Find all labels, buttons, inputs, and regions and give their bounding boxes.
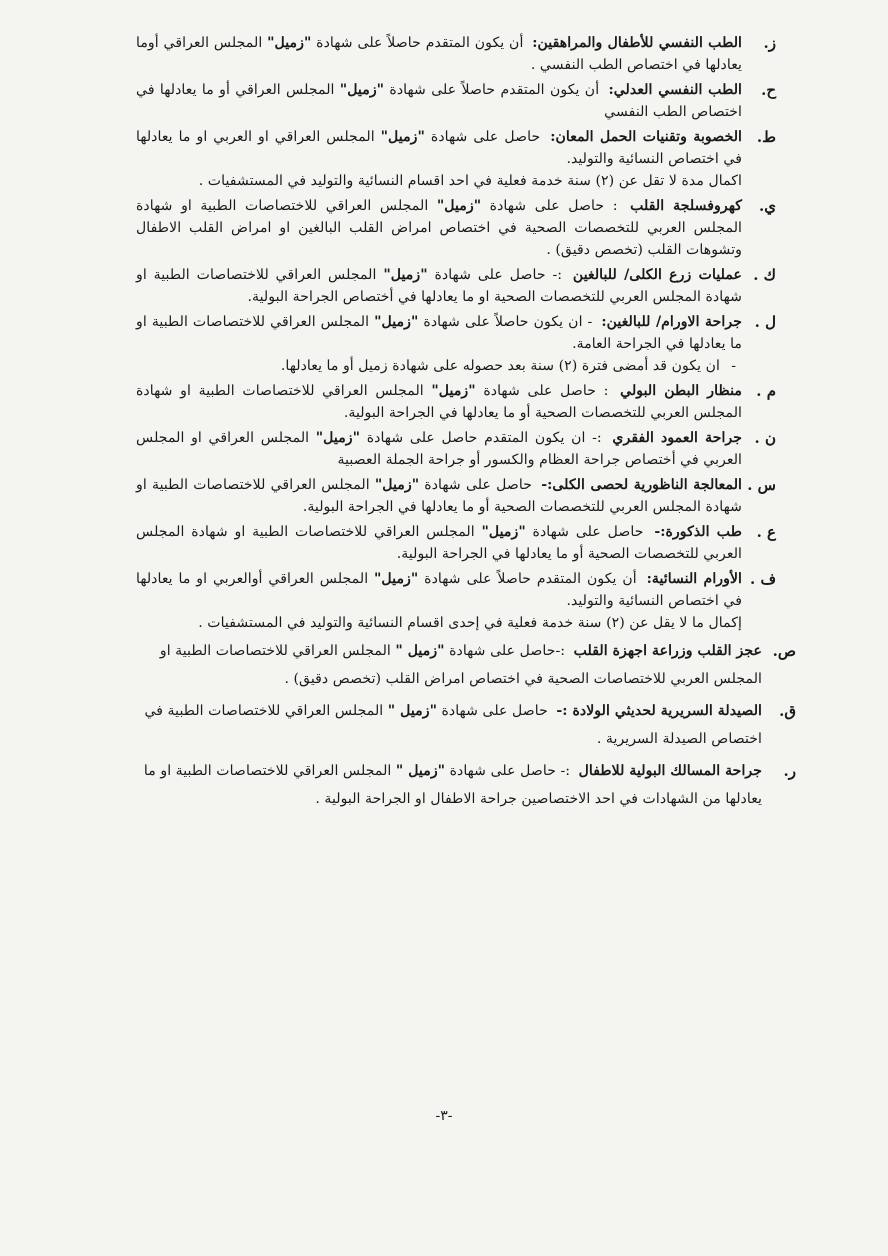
list-item <box>136 697 796 753</box>
list-item <box>136 32 776 76</box>
list-item <box>136 474 776 518</box>
item-body <box>136 427 742 471</box>
item-zameel: "زميل " <box>387 703 437 719</box>
item-body <box>136 126 742 192</box>
item-body <box>136 264 742 308</box>
item-subtext: اكمال مدة لا تقل عن (٢) سنة خدمة فعلية في احد اقسام النسائية والتوليد في المستشفيات . <box>198 173 742 189</box>
list-item <box>136 79 776 123</box>
item-title: الأورام النسائية: <box>646 571 742 587</box>
item-zameel: "زميل" <box>481 524 526 540</box>
item-title: طب الذكورة:- <box>654 524 743 540</box>
item-zameel: "زميل" <box>431 383 476 399</box>
item-text: المجلس العراقي او المجلس العربي في أختصاص جراحة العظام والكسور أو جراحة الجملة العصبية <box>136 430 742 468</box>
item-text: المجلس العراقي أو ما يعادلها في اختصاص الطب النفسي <box>136 82 742 120</box>
list-item <box>136 757 796 813</box>
item-zameel: "زميل" <box>315 430 361 446</box>
item-zameel: "زميل" <box>339 82 385 98</box>
item-body <box>136 568 742 634</box>
item-zameel: "زميل" <box>374 477 420 493</box>
item-zameel: "زميل" <box>383 267 428 283</box>
item-text: :- ان يكون المتقدم حاصل على شهادة <box>360 430 609 446</box>
list-item <box>136 311 776 377</box>
item-title: جراحة العمود الفقري <box>612 430 743 446</box>
item-body <box>136 697 762 753</box>
item-body <box>136 32 742 76</box>
item-body <box>136 757 762 813</box>
item-title: عمليات زرع الكلى/ للبالغين <box>572 267 742 283</box>
item-text: :-حاصل على شهادة <box>444 643 570 659</box>
item-letter: ز. <box>763 34 776 52</box>
item-text: حاصل على شهادة <box>525 524 651 540</box>
list-item <box>136 427 776 471</box>
item-zameel: "زميل " <box>395 763 446 779</box>
item-letter: ف . <box>750 570 776 588</box>
item-text: المجلس العراقي للاختصاصات الطبية او شهادة المجلس العربي للتخصصات الصحية او ما يعادلها في أختصاص الجراحة البولية. <box>136 267 742 305</box>
item-text: المجلس العراقي للاختصاصات الطبية او ما يعادلها من الشهادات في احد الاختصاصين جراحة الاطفال او الجراحة البولية . <box>143 763 762 807</box>
item-text: المجلس العراقي للاختصاصات الطبية او المجلس العربي للاختصاصات الصحية في اختصاص امراض القلب (تخصص دقيق) . <box>159 643 762 687</box>
item-text: المجلس العراقي للاختصاصات الطبية او شهادة المجلس العربي للتخصصات الصحية أو ما يعادلها في الجراحة البولية. <box>136 383 742 421</box>
item-title: الصيدلة السريرية لحديثي الولادة :- <box>556 703 762 719</box>
item-text: المجلس العراقي للاختصاصات الطبية او ما يعادلها في الجراحة العامة. <box>136 314 742 352</box>
item-zameel: "زميل" <box>374 314 419 330</box>
item-zameel: "زميل " <box>395 643 445 659</box>
item-title: الخصوبة وتقنيات الحمل المعان: <box>550 129 742 145</box>
item-text: - ان يكون حاصلاً على شهادة <box>418 314 598 330</box>
list-item <box>136 195 776 261</box>
item-letter: ع . <box>756 523 776 541</box>
item-body <box>136 311 742 377</box>
item-title: الطب النفسي للأطفال والمراهقين: <box>532 35 742 51</box>
item-text: : حاصل على شهادة <box>481 198 627 214</box>
item-title: جراحة الاورام/ للبالغين: <box>601 314 742 330</box>
item-text: أن يكون المتقدم حاصلاً على شهادة <box>384 82 605 98</box>
list-item <box>136 568 776 634</box>
item-body <box>136 521 742 565</box>
item-letter: ر. <box>783 762 796 780</box>
list-item <box>136 264 776 308</box>
list-item <box>136 637 796 693</box>
item-zameel: "زميل" <box>436 198 482 214</box>
item-letter: ص. <box>772 642 796 660</box>
item-text: : حاصل على شهادة <box>475 383 617 399</box>
list-item <box>136 126 776 192</box>
item-title: عجز القلب وزراعة اجهزة القلب <box>573 643 762 659</box>
item-body <box>136 195 742 261</box>
item-title: الطب النفسي العدلي: <box>608 82 742 98</box>
item-text: المجلس العراقي أوما يعادلها في اختصاص الطب النفسي . <box>136 35 742 73</box>
item-text: المجلس العراقي للاختصاصات الطبية او شهادة المجلس العربي للتخصصات الصحية أو ما يعادلها في الجراحة البولية. <box>136 524 742 562</box>
item-subtext: إكمال ما لا يقل عن (٢) سنة خدمة فعلية في إحدى اقسام النسائية والتوليد في المستشفيات . <box>198 615 742 631</box>
item-text: حاصل على شهادة <box>424 129 547 145</box>
item-zameel: "زميل" <box>380 129 425 145</box>
item-letter: ن . <box>754 429 776 447</box>
item-letter: ق. <box>779 702 796 720</box>
item-letter: ح. <box>761 81 776 99</box>
item-zameel: "زميل" <box>374 571 419 587</box>
item-body <box>136 474 742 518</box>
item-text: المجلس العراقي او العربي او ما يعادلها في اختصاص النسائية والتوليد. <box>136 129 742 167</box>
item-text: المجلس العراقي أوالعربي او ما يعادلها في اختصاص النسائية والتوليد. <box>136 571 742 609</box>
item-text: :- حاصل على شهادة <box>445 763 575 779</box>
item-title: كهروفسلجة القلب <box>630 198 742 214</box>
item-text: حاصل على شهادة <box>419 477 538 493</box>
item-zameel: "زميل" <box>267 35 312 51</box>
list-item <box>136 521 776 565</box>
item-letter: ك . <box>753 266 776 284</box>
requirements-list <box>136 32 796 817</box>
list-item <box>136 380 776 424</box>
page-number: -٣- <box>435 1108 453 1124</box>
item-letter: م . <box>756 382 776 400</box>
item-text: أن يكون المتقدم حاصلاً على شهادة <box>418 571 643 587</box>
item-letter: س . <box>747 476 776 494</box>
item-letter: ي. <box>759 197 776 215</box>
item-text: المجلس العراقي للاختصاصات الطبية او شهادة المجلس العربي للتخصصات الصحية أو ما يعادلها في الجراحة البولية. <box>136 477 742 515</box>
item-letter: ل . <box>754 313 776 331</box>
item-text: المجلس العراقي للاختصاصات الطبية او شهادة المجلس العربي للتخصصات الصحية في اختصاص امراض القلب البالغين او امراض القلب الاطفال وتشوهات القلب (تخصص دقيق) . <box>136 198 742 258</box>
item-title: جراحة المسالك البولية للاطفال <box>578 763 762 779</box>
item-letter: ط. <box>756 128 776 146</box>
item-title: المعالجة الناظورية لحصى الكلى:- <box>541 477 742 493</box>
item-body <box>136 380 742 424</box>
item-subtext: - ان يكون قد أمضى فترة (٢) سنة بعد حصوله على شهادة زميل أو ما يعادلها. <box>136 355 742 377</box>
item-body <box>136 637 762 693</box>
item-text: حاصل على شهادة <box>436 703 553 719</box>
item-text: أن يكون المتقدم حاصلاً على شهادة <box>311 35 529 51</box>
item-body <box>136 79 742 123</box>
item-text: :- حاصل على شهادة <box>427 267 569 283</box>
item-title: منظار البطن البولي <box>620 383 742 399</box>
item-text: المجلس العراقي للاختصاصات الطبية في اختصاص الصيدلة السريرية . <box>144 703 762 747</box>
